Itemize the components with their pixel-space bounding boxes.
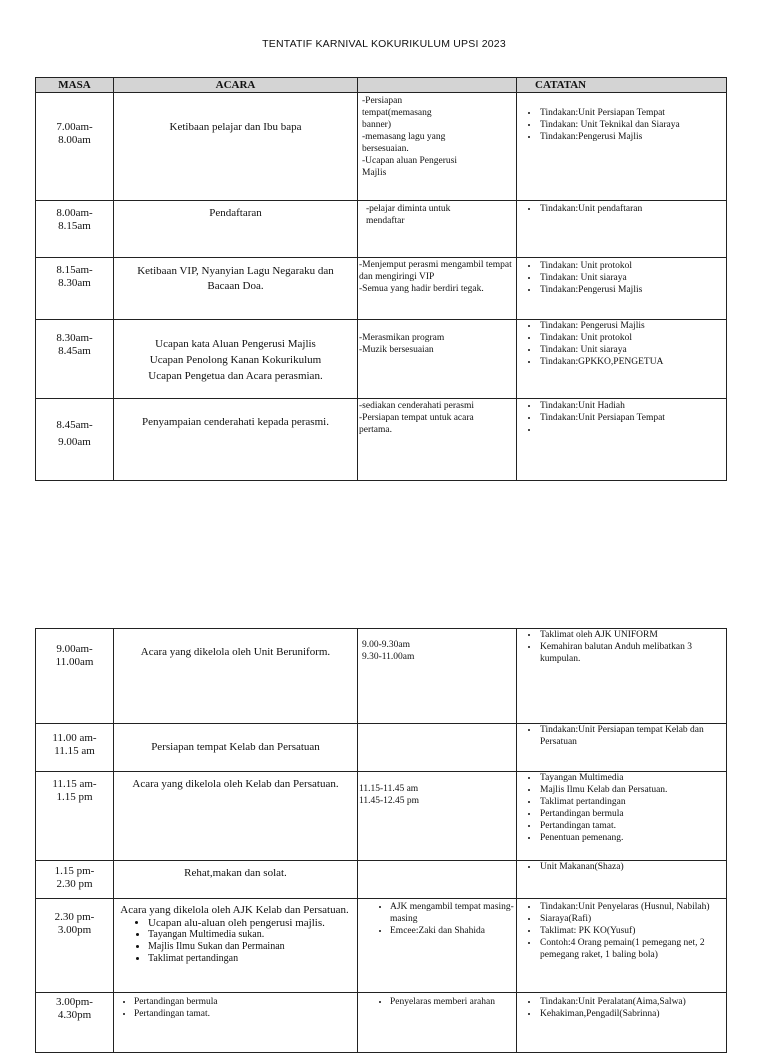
list-item: • Tindakan:Pengerusi Majlis [539, 284, 724, 296]
masa-cell: 8.30am- 8.45am [36, 320, 114, 399]
catatan-cell [517, 772, 727, 861]
table-row [36, 258, 727, 320]
list-item: • Tindakan: Unit protokol [539, 332, 724, 344]
list-item: • Pertandingan tamat. [539, 820, 724, 832]
notes-cell: -sediakan cenderahati perasmi -Persiapan tempat untuk acara pertama. [358, 399, 517, 481]
table-row [36, 993, 727, 1053]
acara-cell: Ketibaan VIP, Nyanyian Lagu Negaraku dan Bacaan Doa. [114, 258, 358, 320]
catatan-cell [517, 993, 727, 1053]
list-item: • Tindakan:Unit Persiapan tempat Kelab dan Persatuan [539, 724, 724, 748]
list-item: • Kemahiran balutan Anduh melibatkan 3 kumpulan. [539, 641, 724, 665]
catatan-cell [517, 724, 727, 772]
table-row [36, 399, 727, 481]
masa-cell: 7.00am- 8.00am [36, 93, 114, 201]
table-row [36, 861, 727, 899]
acara-cell: Acara yang dikelola oleh Unit Beruniform. [114, 629, 358, 724]
table-row [36, 629, 727, 724]
acara-cell: Penyampaian cenderahati kepada perasmi. [114, 399, 358, 481]
acara-cell: Acara yang dikelola oleh AJK Kelab dan Persatuan. • Ucapan alu-aluan oleh pengerusi majlis. • Tayangan Multimedia sukan. • Majlis Ilmu Sukan dan Permainan • Taklimat pertandingan [114, 899, 358, 993]
header-acara: ACARA [114, 78, 358, 93]
masa-cell: 1.15 pm- 2.30 pm [36, 861, 114, 899]
acara-cell: Rehat,makan dan solat. [114, 861, 358, 899]
list-item: • Tindakan: Unit siaraya [539, 272, 724, 284]
header-catatan: CATATAN [517, 78, 727, 93]
acara-cell: Ketibaan pelajar dan Ibu bapa [114, 93, 358, 201]
list-item: • AJK mengambil tempat masing-masing [390, 901, 514, 925]
list-item: • Tindakan:Unit pendaftaran [539, 203, 724, 215]
list-item: • Pertandingan bermula [134, 996, 355, 1008]
schedule-table-1 [35, 77, 727, 481]
list-item: • Tayangan Multimedia sukan. [148, 929, 357, 941]
list-item: • Kehakiman,Pengadil(Sabrinna) [539, 1008, 724, 1020]
list-item: • Pertandingan bermula [539, 808, 724, 820]
list-item: • Penentuan pemenang. [539, 832, 724, 844]
table-row [36, 772, 727, 861]
list-item: • Tindakan:Unit Peralatan(Aima,Salwa) [539, 996, 724, 1008]
list-item: • Taklimat pertandingan [148, 953, 357, 965]
list-item: • Tindakan: Unit Teknikal dan Siaraya [539, 119, 724, 131]
masa-cell: 11.15 am- 1.15 pm [36, 772, 114, 861]
notes-cell: 9.00-9.30am 9.30-11.00am [358, 629, 517, 724]
masa-cell: 8.00am- 8.15am [36, 201, 114, 258]
notes-cell: -Persiapan tempat(memasang banner) -memasang lagu yang bersesuaian. -Ucapan aluan Pengerusi Majlis [358, 93, 517, 201]
notes-cell [358, 861, 517, 899]
catatan-cell [517, 93, 727, 201]
table-header-row [36, 78, 727, 93]
masa-cell: 3.00pm- 4.30pm [36, 993, 114, 1053]
catatan-cell [517, 258, 727, 320]
masa-cell: 11.00 am- 11.15 am [36, 724, 114, 772]
list-item: • Taklimat oleh AJK UNIFORM [539, 629, 724, 641]
list-item: • Pertandingan tamat. [134, 1008, 355, 1020]
notes-cell: -Merasmikan program -Muzik bersesuaian [358, 320, 517, 399]
catatan-cell [517, 201, 727, 258]
catatan-cell [517, 320, 727, 399]
list-item: • Tindakan:Pengerusi Majlis [539, 131, 724, 143]
document-title: TENTATIF KARNIVAL KOKURIKULUM UPSI 2023 [262, 38, 506, 50]
list-item: • Tindakan:Unit Persiapan Tempat [539, 412, 724, 424]
list-item [539, 424, 724, 436]
list-item: • Tayangan Multimedia [539, 772, 724, 784]
masa-cell: 2.30 pm- 3.00pm [36, 899, 114, 993]
acara-cell: Persiapan tempat Kelab dan Persatuan [114, 724, 358, 772]
table-row [36, 724, 727, 772]
list-item: • Tindakan: Unit siaraya [539, 344, 724, 356]
catatan-cell [517, 629, 727, 724]
notes-cell [358, 993, 517, 1053]
schedule-table-2 [35, 628, 727, 1053]
notes-cell: 11.15-11.45 am 11.45-12.45 pm [358, 772, 517, 861]
acara-cell [114, 993, 358, 1053]
list-item: • Emcee:Zaki dan Shahida [390, 925, 514, 937]
list-item: • Taklimat: PK KO(Yusuf) [539, 925, 724, 937]
acara-cell: Pendaftaran [114, 201, 358, 258]
list-item: • Tindakan:Unit Persiapan Tempat [539, 107, 724, 119]
notes-cell: -pelajar diminta untuk mendaftar [358, 201, 517, 258]
list-item: • Tindakan: Pengerusi Majlis [539, 320, 724, 332]
notes-cell: -Menjemput perasmi mengambil tempat dan mengiringi VIP -Semua yang hadir berdiri tegak. [358, 258, 517, 320]
list-item: • Unit Makanan(Shaza) [539, 861, 724, 873]
notes-cell [358, 899, 517, 993]
masa-cell: 8.15am- 8.30am [36, 258, 114, 320]
acara-cell: Acara yang dikelola oleh Kelab dan Persatuan. [114, 772, 358, 861]
list-item: • Majlis Ilmu Sukan dan Permainan [148, 941, 357, 953]
list-item: • Contoh:4 Orang pemain(1 pemegang net, 2 pemegang raket, 1 baling bola) [539, 937, 724, 961]
catatan-cell [517, 861, 727, 899]
catatan-cell [517, 399, 727, 481]
header-notes [358, 78, 517, 93]
list-item: • Tindakan:Unit Penyelaras (Husnul, Nabilah) [539, 901, 724, 913]
list-item: • Tindakan: Unit protokol [539, 260, 724, 272]
list-item: • Penyelaras memberi arahan [390, 996, 514, 1008]
acara-cell: Ucapan kata Aluan Pengerusi Majlis Ucapan Penolong Kanan Kokurikulum Ucapan Pengetua dan Acara perasmian. [114, 320, 358, 399]
list-item: • Majlis Ilmu Kelab dan Persatuan. [539, 784, 724, 796]
list-item: • Ucapan alu-aluan oleh pengerusi majlis. [148, 917, 357, 929]
notes-cell [358, 724, 517, 772]
table-row [36, 899, 727, 993]
table-row [36, 93, 727, 201]
masa-cell: 8.45am- 9.00am [36, 399, 114, 481]
list-item: • Taklimat pertandingan [539, 796, 724, 808]
header-masa: MASA [36, 78, 114, 93]
table-row [36, 201, 727, 258]
catatan-cell [517, 899, 727, 993]
list-item: • Siaraya(Rafi) [539, 913, 724, 925]
list-item: • Tindakan:Unit Hadiah [539, 400, 724, 412]
masa-cell: 9.00am- 11.00am [36, 629, 114, 724]
list-item: • Tindakan:GPKKO,PENGETUA [539, 356, 724, 368]
table-row [36, 320, 727, 399]
